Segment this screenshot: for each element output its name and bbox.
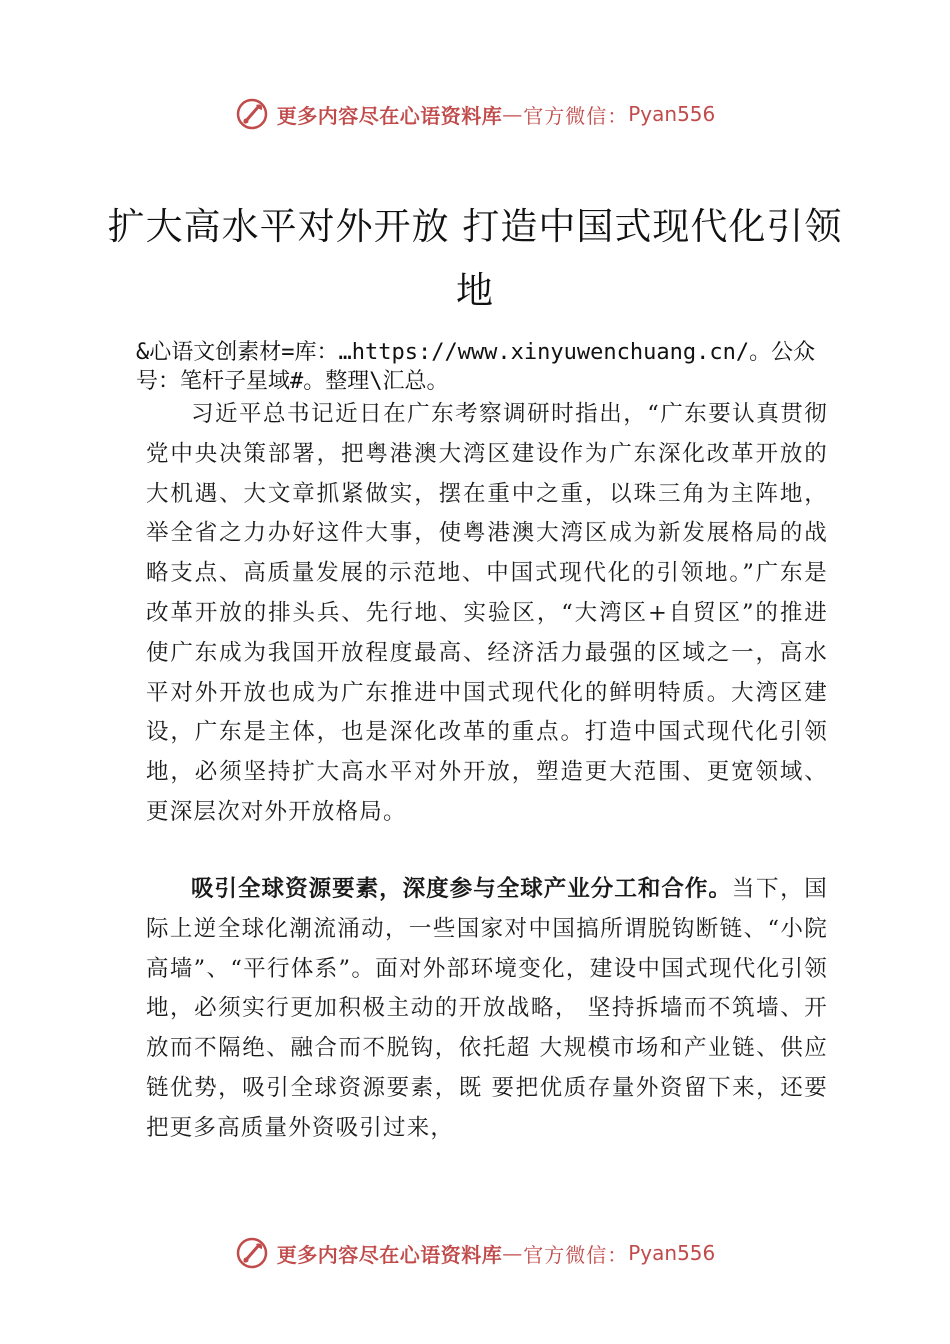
quill-pen-seal-icon [235,97,269,131]
header-contact-label: 官方微信： [523,103,629,128]
footer-separator: — [502,1241,524,1265]
source-note: &心语文创素材=库：…https://www.xinyuwenchuang.cn/。公众号：笔杆子星域#。整理\汇总。 [136,340,816,394]
quill-pen-seal-icon [235,1236,269,1270]
header-separator: — [502,102,524,126]
header-contact-id: Pyan556 [628,102,716,126]
header-site-text: 更多内容尽在心语资料库 [276,103,503,128]
paragraph-2-lead: 吸引全球资源要素，深度参与全球产业分工和合作。 [191,876,732,902]
footer-watermark-banner [0,1233,950,1273]
footer-contact-label: 官方微信： [523,1242,629,1267]
body-paragraph-2 [146,870,828,1149]
header-watermark-banner [0,94,950,134]
paragraph-2-body: 当下，国际上逆全球化潮流涌动，一些国家对中国搞所谓脱钩断链、“小院高墙”、“平行体系”。面对外部环境变化，建设中国式现代化引领地，必须实行更加积极主动的开放战略， 坚持拆墙而不筑墙、开放而不隔绝、融合而不脱钩，依托超 大规模市场和产业链、供应链优势，吸引全球资源要素，既 要把优质存量外资留下来，还要把更多高质量外资吸引过来， [146,876,828,1141]
document-title: 扩大高水平对外开放 打造中国式现代化引领地 [107,205,843,312]
footer-site-text: 更多内容尽在心语资料库 [276,1242,503,1267]
body-paragraph-1: 习近平总书记近日在广东考察调研时指出，“广东要认真贯彻党中央决策部署，把粤港澳大湾区建设作为广东深化改革开放的大机遇、大文章抓紧做实，摆在重中之重，以珠三角为主阵地，举全省之力办好这件大事，使粤港澳大湾区成为新发展格局的战略支点、高质量发展的示范地、中国式现代化的引领地。”广东是改革开放的排头兵、先行地、实验区，“大湾区+自贸区”的推进使广东成为我国开放程度最高、经济活力最强的区域之一，高水平对外开放也成为广东推进中国式现代化的鲜明特质。大湾区建设，广东是主体，也是深化改革的重点。打造中国式现代化引领地，必须坚持扩大高水平对外开放，塑造更大范围、更宽领域、更深层次对外开放格局。 [146,401,828,825]
footer-contact-id: Pyan556 [628,1241,716,1265]
